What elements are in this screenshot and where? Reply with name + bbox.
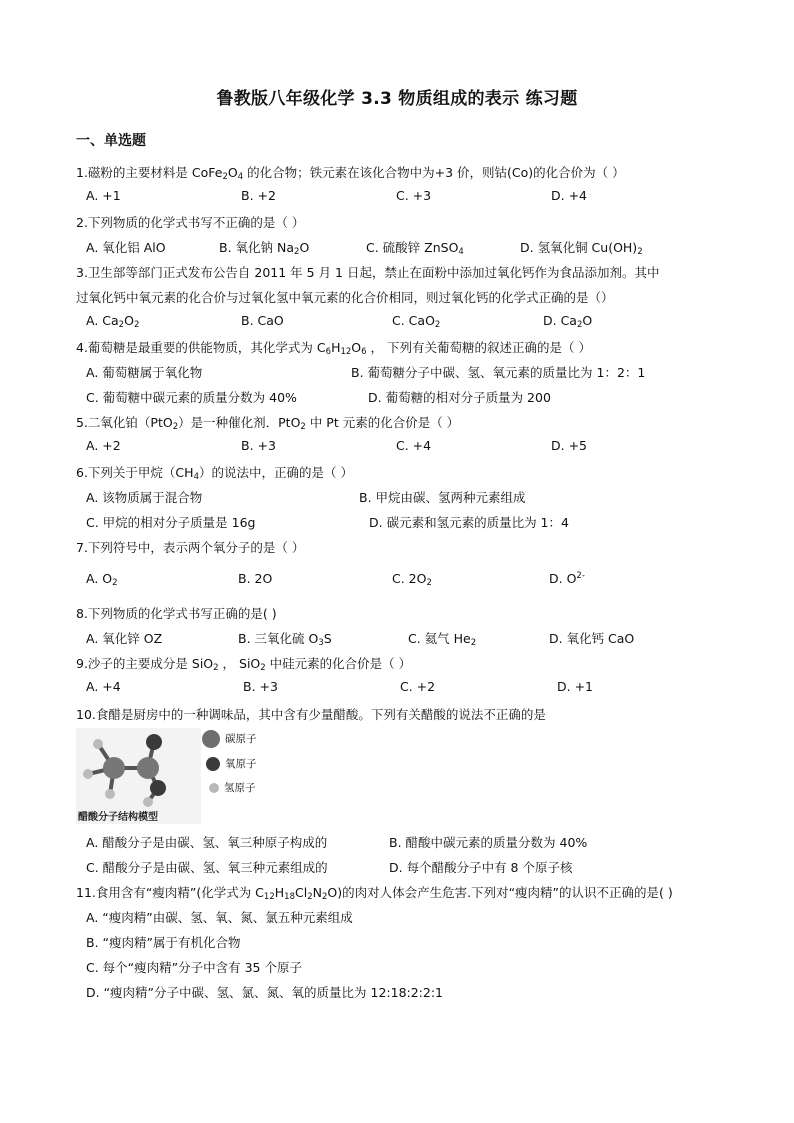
q4-option-b: B. 葡萄糖分子中碳、氢、氧元素的质量比为 1：2：1 [351,365,646,380]
carbon-ball-icon [202,730,220,748]
question-3-stem-cont: 过氧化钙中氧元素的化合价与过氧化氢中氧元素的化合价相同，则过氧化钙的化学式正确的是（） [76,290,614,305]
page-title: 鲁教版八年级化学 3.3 物质组成的表示 练习题 [216,89,578,109]
question-5-stem: 5.二氧化铂（PtO$_2$）是一种催化剂．PtO$_2$ 中 Pt 元素的化合价是（ ） [76,415,460,432]
q10-option-a: A. 醋酸分子是由碳、氢、氧三种原子构成的 [86,835,328,850]
q6-option-a: A. 该物质属于混合物 [86,490,203,505]
q5-option-a: A. +2 [86,438,121,453]
hydrogen-atom [105,789,115,799]
q9-option-a: A. +4 [86,679,121,694]
hydrogen-atom [83,769,93,779]
q2-option-a: A. 氧化铝 AlO [86,240,166,255]
question-8-stem: 8.下列物质的化学式书写正确的是( ) [76,606,277,621]
q9-option-b: B. +3 [243,679,278,694]
q5-option-c: C. +4 [396,438,432,453]
q8-option-a: A. 氧化锌 OZ [86,631,163,646]
q6-option-b: B. 甲烷由碳、氢两种元素组成 [359,490,526,505]
q10-option-c: C. 醋酸分子是由碳、氢、氧三种元素组成的 [86,860,328,875]
q1-option-d: D. +4 [551,188,587,203]
legend-hydrogen: 氢原子 [206,780,256,795]
question-9-stem: 9.沙子的主要成分是 SiO$_2$ ， SiO$_2$ 中硅元素的化合价是（ ） [76,656,412,673]
q4-option-c: C. 葡萄糖中碳元素的质量分数为 40% [86,390,297,405]
q2-option-b: B. 氧化钠 $Na_2O$ [219,240,310,257]
question-2-stem: 2.下列物质的化学式书写不正确的是（ ） [76,215,305,230]
q11-option-d: D. “瘦肉精”分子中碳、氢、氯、氮、氧的质量比为 12:18:2:2:1 [86,985,444,1000]
q7-option-d: D. $O^{2-}$ [549,571,585,586]
q1-option-a: A. +1 [86,188,121,203]
question-7-stem: 7.下列符号中，表示两个氧分子的是（ ） [76,540,305,555]
question-1-stem: 1.磁粉的主要材料是 $CoFe_2O_4$ 的化合物；铁元素在该化合物中为+3 价，则钴(Co)的化合价为（ ） [76,165,625,182]
question-3-stem: 3.卫生部等部门正式发布公告自 2011 年 5 月 1 日起，禁止在面粉中添加过氧化钙作为食品添加剂。其中 [76,265,660,280]
oxygen-atom [146,734,162,750]
q10-option-b: B. 醋酸中碳元素的质量分数为 40% [389,835,588,850]
q3-option-b: B. CaO [241,313,284,328]
legend-oxygen: 氧原子 [204,756,257,771]
q4-option-d: D. 葡萄糖的相对分子质量为 200 [368,390,551,405]
carbon-atom [103,757,125,779]
q7-option-a: A. $O_2$ [86,571,118,588]
q3-option-c: C. CaO$_2$ [392,313,441,330]
oxygen-atom [150,780,166,796]
q11-option-a: A. “瘦肉精”由碳、氢、氧、氮、氯五种元素组成 [86,910,353,925]
q8-option-b: B. 三氧化硫 $O_3S$ [238,631,332,648]
q4-option-a: A. 葡萄糖属于氧化物 [86,365,203,380]
q7-option-b: B. 2O [238,571,273,586]
question-11-stem: 11.食用含有“瘦肉精”(化学式为 $C_{12}H_{18}Cl_2N_2O$)的肉对人体会产生危害.下列对“瘦肉精”的认识不正确的是( ) [76,885,673,902]
hydrogen-atom [93,739,103,749]
question-10-stem: 10.食醋是厨房中的一种调味品，其中含有少量醋酸。下列有关醋酸的说法不正确的是 [76,707,546,722]
q8-option-c: C. 氦气 $He_2$ [408,631,477,648]
q8-option-d: D. 氧化钙 CaO [549,631,635,646]
section-heading: 一、单选题 [76,133,146,149]
question-4-stem: 4.葡萄糖是最重要的供能物质，其化学式为 $C_6H_{12}O_6$ ， 下列有关葡萄糖的叙述正确的是（ ） [76,340,591,357]
q9-option-d: D. +1 [557,679,593,694]
q10-option-d: D. 每个醋酸分子中有 8 个原子核 [389,860,573,875]
q11-option-c: C. 每个“瘦肉精”分子中含有 35 个原子 [86,960,302,975]
q5-option-d: D. +5 [551,438,587,453]
oxygen-ball-icon [206,757,220,771]
figure-caption: 醋酸分子结构模型 [78,812,158,823]
q3-option-d: D. $Ca_2O$ [543,313,593,330]
q1-option-c: C. +3 [396,188,432,203]
question-6-stem: 6.下列关于甲烷$(CH_4)$的说法中，正确的是（ ） [76,465,353,482]
q9-option-c: C. +2 [400,679,436,694]
carbon-atom [137,757,159,779]
q6-option-d: D. 碳元素和氢元素的质量比为 1：4 [369,515,569,530]
legend-carbon: 碳原子 [202,730,257,748]
q6-option-c: C. 甲烷的相对分子质量是 16g [86,515,256,530]
q2-option-c: C. 硫酸锌 ZnSO$_4$ [366,240,464,257]
q7-option-c: C. $2O_2$ [392,571,432,588]
q11-option-b: B. “瘦肉精”属于有机化合物 [86,935,241,950]
q5-option-b: B. +3 [241,438,276,453]
hydrogen-atom [143,797,153,807]
q3-option-a: A. $Ca_2O_2$ [86,313,140,330]
q1-option-b: B. +2 [241,188,276,203]
q2-option-d: D. 氢氧化铜 $Cu(OH)_2$ [520,240,643,257]
hydrogen-ball-icon [209,783,219,793]
acetic-acid-model-figure [76,728,266,824]
